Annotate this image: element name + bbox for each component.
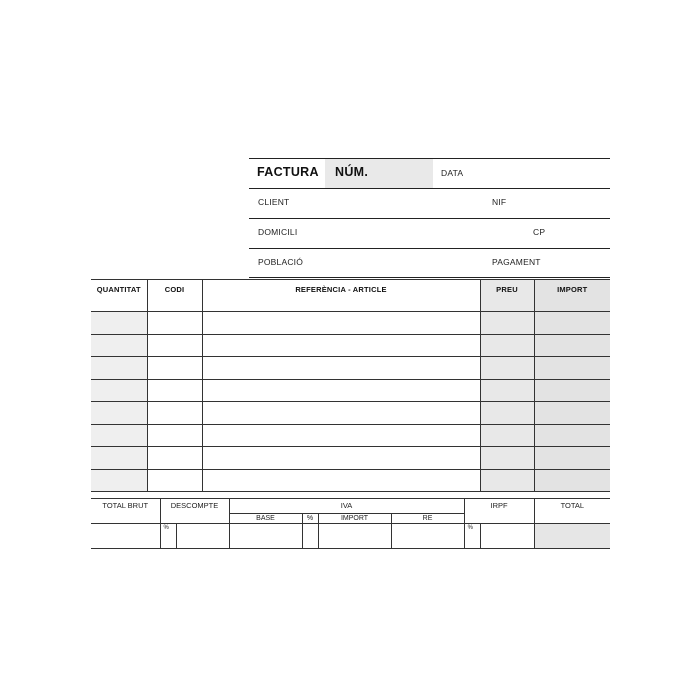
- column-header-quantity: QUANTITAT: [91, 280, 147, 312]
- column-header-price: PREU: [480, 280, 534, 312]
- iva-base-header: BASE: [229, 514, 302, 524]
- total-brut-header: TOTAL BRUT: [91, 499, 160, 524]
- price-cell[interactable]: [480, 357, 534, 380]
- quantity-cell[interactable]: [91, 357, 147, 380]
- invoice-header: [249, 158, 610, 278]
- price-cell[interactable]: [480, 379, 534, 402]
- iva-re-field[interactable]: [391, 524, 464, 549]
- amount-cell[interactable]: [534, 447, 610, 470]
- amount-cell[interactable]: [534, 402, 610, 425]
- price-cell[interactable]: [480, 447, 534, 470]
- code-cell[interactable]: [147, 312, 202, 335]
- price-cell[interactable]: [480, 469, 534, 492]
- quantity-cell[interactable]: [91, 447, 147, 470]
- amount-cell[interactable]: [534, 424, 610, 447]
- discount-amount-field[interactable]: [176, 524, 229, 549]
- price-cell[interactable]: [480, 424, 534, 447]
- iva-re-header: RE: [391, 514, 464, 524]
- code-cell[interactable]: [147, 447, 202, 470]
- code-cell[interactable]: [147, 469, 202, 492]
- header-row-title: [249, 158, 610, 188]
- totals-table: [91, 498, 610, 549]
- irpf-header: IRPF: [464, 499, 534, 524]
- header-row-city[interactable]: [249, 248, 610, 278]
- header-row-client[interactable]: [249, 188, 610, 218]
- iva-percent-header: %: [302, 514, 318, 524]
- reference-cell[interactable]: [202, 312, 480, 335]
- total-header: TOTAL: [534, 499, 610, 524]
- column-header-amount: IMPORT: [534, 280, 610, 312]
- invoice-number-field[interactable]: [325, 159, 433, 188]
- city-label: POBLACIÓ: [258, 257, 304, 267]
- table-row: [91, 469, 610, 492]
- date-label: DATA: [441, 168, 464, 178]
- table-row: [91, 447, 610, 470]
- table-row: [91, 379, 610, 402]
- address-label: DOMICILI: [258, 227, 298, 237]
- code-cell[interactable]: [147, 402, 202, 425]
- table-row: [91, 357, 610, 380]
- price-cell[interactable]: [480, 312, 534, 335]
- quantity-cell[interactable]: [91, 334, 147, 357]
- reference-cell[interactable]: [202, 357, 480, 380]
- header-row-address[interactable]: [249, 218, 610, 248]
- table-row: [91, 334, 610, 357]
- code-cell[interactable]: [147, 424, 202, 447]
- iva-percent-field[interactable]: [302, 524, 318, 549]
- nif-label: NIF: [492, 197, 507, 207]
- totals-value-row: [91, 524, 610, 549]
- total-field[interactable]: [534, 524, 610, 549]
- column-header-reference: REFERÈNCIA - ARTICLE: [202, 280, 480, 312]
- discount-percent-field[interactable]: %: [160, 524, 176, 549]
- quantity-cell[interactable]: [91, 402, 147, 425]
- quantity-cell[interactable]: [91, 312, 147, 335]
- invoice-number-label: NÚM.: [335, 165, 369, 179]
- irpf-percent-field[interactable]: %: [464, 524, 480, 549]
- table-row: [91, 312, 610, 335]
- iva-import-header: IMPORT: [318, 514, 391, 524]
- quantity-cell[interactable]: [91, 469, 147, 492]
- amount-cell[interactable]: [534, 357, 610, 380]
- amount-cell[interactable]: [534, 379, 610, 402]
- code-cell[interactable]: [147, 334, 202, 357]
- amount-cell[interactable]: [534, 469, 610, 492]
- iva-header: IVA: [229, 499, 464, 514]
- column-header-code: CODI: [147, 280, 202, 312]
- totals-header-row: [91, 499, 610, 514]
- items-body: [91, 312, 610, 492]
- code-cell[interactable]: [147, 357, 202, 380]
- total-brut-field[interactable]: [91, 524, 160, 549]
- invoice-title: FACTURA: [257, 165, 319, 179]
- reference-cell[interactable]: [202, 469, 480, 492]
- items-table: [91, 279, 610, 492]
- reference-cell[interactable]: [202, 379, 480, 402]
- irpf-amount-field[interactable]: [480, 524, 534, 549]
- quantity-cell[interactable]: [91, 424, 147, 447]
- items-header-row: [91, 280, 610, 312]
- price-cell[interactable]: [480, 334, 534, 357]
- price-cell[interactable]: [480, 402, 534, 425]
- reference-cell[interactable]: [202, 424, 480, 447]
- table-row: [91, 424, 610, 447]
- reference-cell[interactable]: [202, 402, 480, 425]
- reference-cell[interactable]: [202, 334, 480, 357]
- amount-cell[interactable]: [534, 312, 610, 335]
- quantity-cell[interactable]: [91, 379, 147, 402]
- iva-base-field[interactable]: [229, 524, 302, 549]
- postcode-label: CP: [533, 227, 546, 237]
- iva-import-field[interactable]: [318, 524, 391, 549]
- discount-header: DESCOMPTE: [160, 499, 229, 524]
- client-label: CLIENT: [258, 197, 290, 207]
- amount-cell[interactable]: [534, 334, 610, 357]
- table-row: [91, 402, 610, 425]
- reference-cell[interactable]: [202, 447, 480, 470]
- payment-label: PAGAMENT: [492, 257, 541, 267]
- code-cell[interactable]: [147, 379, 202, 402]
